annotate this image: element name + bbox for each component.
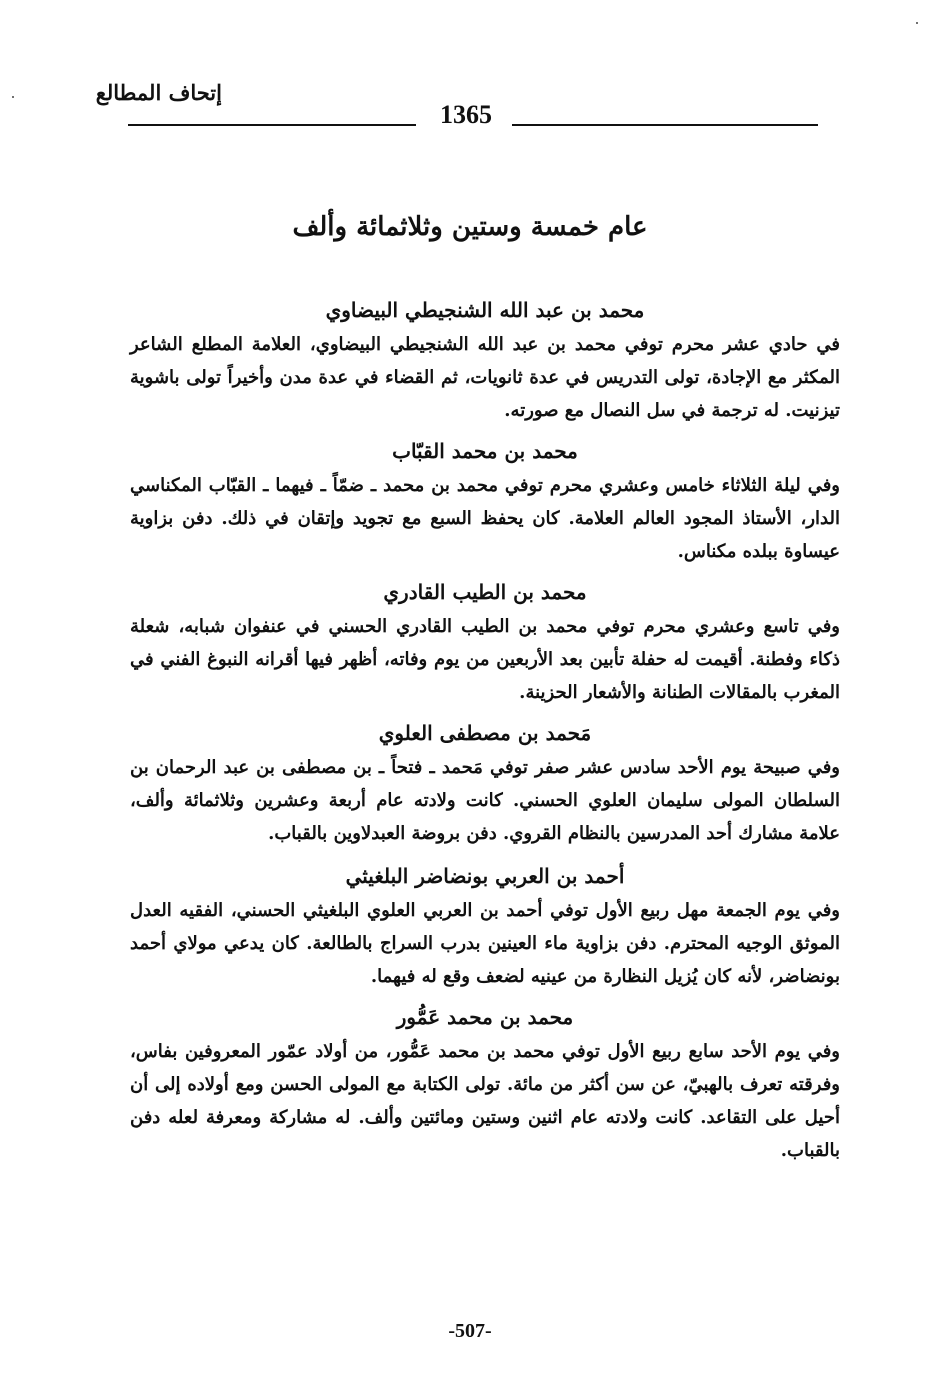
entry-name: أحمد بن العربي بونضاضر البلغيثي xyxy=(345,864,625,888)
scan-speck xyxy=(916,22,918,24)
running-head-title: إتحاف المطالع xyxy=(95,80,222,105)
entry-name: محمد بن الطيب القادري xyxy=(383,580,587,604)
header-rule-right xyxy=(512,124,818,126)
entry-name: مَحمد بن مصطفى العلوي xyxy=(378,721,592,745)
entry-body: وفي تاسع وعشري محرم توفي محمد بن الطيب القادري الحسني في عنفوان شبابه، شعلة ذكاء وفطنة. أقيمت له حفلة تأبين بعد الأربعين من يوم وفاته، أظهر فيها أقرانه النبوغ الفني في المغرب بالمقالات الطنانة والأشعار الحزينة. xyxy=(130,616,840,703)
header-year-number: 1365 xyxy=(440,100,492,129)
entry-name: محمد بن محمد عَمُّور xyxy=(396,1005,574,1029)
scan-speck xyxy=(12,96,14,98)
year-heading: عام خمسة وستين وثلاثمائة وألف xyxy=(292,212,648,242)
entry-body: وفي يوم الأحد سابع ربيع الأول توفي محمد بن محمد عَمُّور، من أولاد عمّور المعروفين بفاس، وفرقته تعرف بالهبيّ، عن سن أكثر من مائة. تولى الكتابة مع المولى الحسن ومع أولاده إلى أن أحيل على التقاعد. كانت ولادته عام اثنين وستين ومائتين وألف. له مشاركة ومعرفة لعله دفن بالقباب. xyxy=(130,1041,840,1161)
entries-section xyxy=(130,292,840,1171)
entry-body: في حادي عشر محرم توفي محمد بن عبد الله الشنجيطي البيضاوي، العلامة المطلع الشاعر المكثر مع الإجادة، تولى التدريس في عدة ثانويات، ثم القضاء في عدة مدن وأخيراً تولى باشوية تيزنيت. له ترجمة في سل النصال مع صورته. xyxy=(130,334,840,421)
entry-name: محمد بن محمد القبّاب xyxy=(392,439,578,463)
entry-body: وفي ليلة الثلاثاء خامس وعشري محرم توفي محمد بن محمد ـ ضمّاً ـ فيهما ـ القبّاب المكناسي الدار، الأستاذ المجود العالم العلامة. كان يحفظ السبع مع تجويد وإتقان في ذلك. دفن بزاوية عيساوة ببلده مكناس. xyxy=(130,475,840,562)
page-number: -507- xyxy=(448,1320,492,1342)
entry-name: محمد بن عبد الله الشنجيطي البيضاوي xyxy=(325,298,645,322)
header-rule-left xyxy=(128,124,416,126)
entry-body: وفي صبيحة يوم الأحد سادس عشر صفر توفي مَحمد ـ فتحاً ـ بن مصطفى بن عبد الرحمان بن السلطان المولى سليمان العلوي الحسني. كانت ولادته عام أربعة وعشرين وثلاثمائة وألف، علامة مشارك أحد المدرسين بالنظام القروي. دفن بروضة العبدلاوين بالقباب. xyxy=(130,757,840,844)
entry-body: وفي يوم الجمعة مهل ربيع الأول توفي أحمد بن العربي العلوي البلغيثي الحسني، الفقيه العدل الموثق الوجيه المحترم. دفن بزاوية ماء العينين بدرب السراج بالطالعة. كان يدعي مولاي أحمد بونضاضر، لأنه كان يُزيل النظارة من عينيه لضعف وقع له فيهما. xyxy=(130,900,840,987)
